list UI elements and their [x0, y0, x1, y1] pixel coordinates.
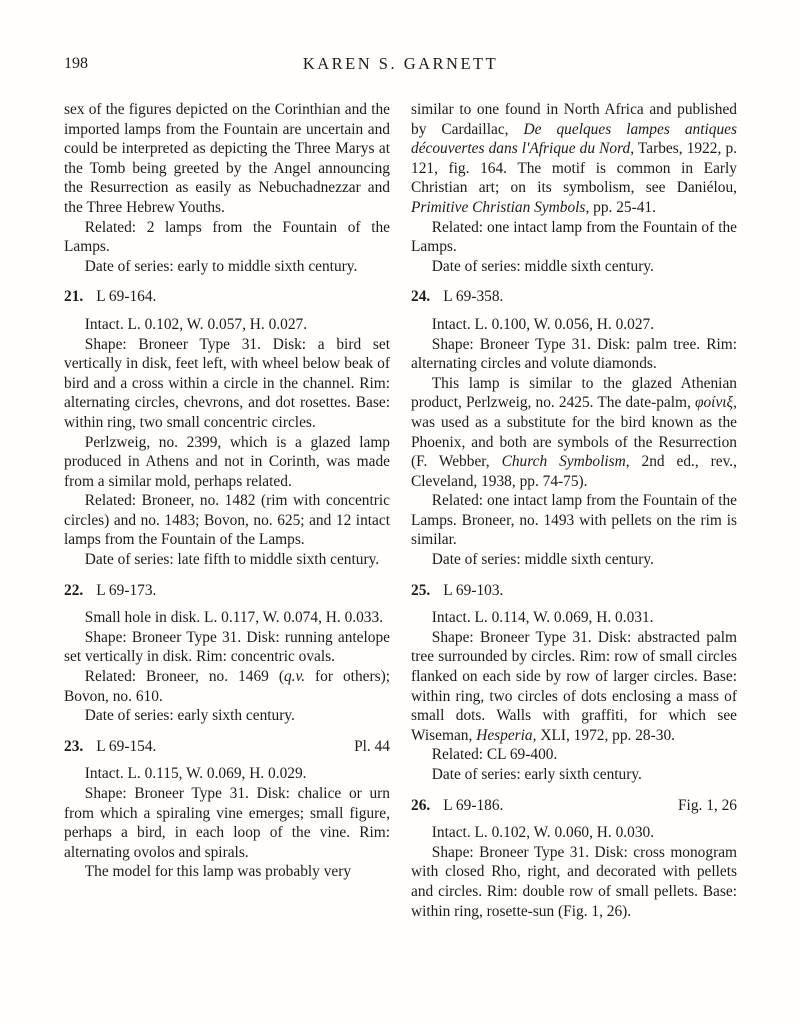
entry-number: 21.: [64, 288, 84, 306]
paragraph: [411, 608, 737, 628]
paragraph: [411, 100, 737, 218]
text: The model for this lamp was probably very: [84, 863, 352, 881]
paragraph: [411, 315, 737, 335]
paragraph: [64, 550, 390, 570]
text: Shape: Broneer Type 31. Disk: abstracted palm tree surrounded by circles. Rim: row of small circles flanked on each side by row of larger circles. Base: within ring, two circles of dots enclosing a mass of small dots. Walls with graffiti, for which see Wiseman,: [411, 628, 737, 744]
paragraph: [64, 100, 390, 218]
text: , Tarbes, 1922, p. 121, fig. 164. The motif is common in Early Christian art; on its symbolism, see Daniélou,: [411, 140, 737, 197]
entry-number: 25.: [411, 581, 431, 599]
page-body: [64, 100, 737, 921]
entry-plate-figure-ref: Fig. 1, 26: [677, 796, 737, 814]
entry-inventory-label: L 69-186.: [443, 796, 504, 814]
text: Date of series: middle sixth century.: [431, 257, 654, 275]
italic-text: q.v.: [283, 668, 306, 686]
right-column: [411, 100, 737, 921]
entry-number: 26.: [411, 796, 431, 814]
paragraph: [411, 843, 737, 921]
text: Date of series: late fifth to middle sixth century.: [84, 551, 380, 569]
paragraph: [411, 765, 737, 785]
text: , XLI, 1972, pp. 28-30.: [532, 726, 675, 744]
text: Small hole in disk. L. 0.117, W. 0.074, H. 0.033.: [84, 609, 384, 627]
entry-inventory-label: L 69-103.: [443, 581, 504, 599]
paragraph: [411, 257, 737, 277]
paragraph: [64, 608, 390, 628]
text: Related: 2 lamps from the Fountain of the Lamps.: [64, 218, 390, 256]
text: Date of series: middle sixth century.: [431, 551, 654, 569]
text: similar to one found in North Africa and published by Cardaillac,: [411, 101, 737, 138]
text: Shape: Broneer Type 31. Disk: running antelope set vertically in disk. Rim: concentric ovals.: [64, 628, 390, 666]
paragraph: [64, 491, 390, 550]
text: This lamp is similar to the glazed Athenian product, Perlzweig, no. 2425. The date-palm,: [411, 374, 737, 412]
paragraph: [411, 550, 737, 570]
text: Perlzweig, no. 2399, which is a glazed lamp produced in Athens and not in Corinth, was made from a similar mold, perhaps related.: [64, 433, 390, 490]
paragraph: [64, 257, 390, 277]
page-header: [64, 54, 737, 76]
text: Intact. L. 0.115, W. 0.069, H. 0.029.: [84, 765, 307, 783]
catalog-entry-heading: [64, 287, 390, 307]
entry-inventory-label: L 69-164.: [96, 288, 157, 306]
italic-text: φοίνιξ: [694, 394, 734, 412]
text: , pp. 25-41.: [585, 198, 656, 216]
entry-number: 23.: [64, 737, 84, 755]
text: Related: CL 69-400.: [431, 746, 558, 764]
paragraph: [64, 784, 390, 862]
paragraph: [64, 335, 390, 433]
text: for others); Bovon, no. 610.: [64, 668, 390, 705]
italic-text: Hesperia: [476, 726, 533, 744]
text: Shape: Broneer Type 31. Disk: palm tree. Rim: alternating circles and volute diamonds.: [411, 335, 737, 373]
text: Related: one intact lamp from the Fountain of the Lamps. Broneer, no. 1493 with pellets on the rim is similar.: [411, 492, 737, 549]
text: Shape: Broneer Type 31. Disk: a bird set vertically in disk, feet left, with wheel below beak of bird and a cross within a circle in the channel. Rim: alternating circles, chevrons, and dot rosettes. Base: within ring, two small concentric circles.: [64, 335, 390, 431]
text: sex of the figures depicted on the Corinthian and the imported lamps from the Fountain are uncertain and could be interpreted as depicting the Three Marys at the Tomb being greeted by the Angel announcing the Resurrection as easily as Nebuchadnezzar and the Three Hebrew Youths.: [64, 101, 390, 216]
text: Shape: Broneer Type 31. Disk: cross monogram with closed Rho, right, and decorated with pellets and circles. Rim: double row of small pellets. Base: within ring, rosette-sun (Fig. 1, 26).: [411, 843, 737, 920]
italic-text: De quelques lampes antiques découvertes dans l'Afrique du Nord: [411, 120, 737, 158]
paragraph: [64, 764, 390, 784]
italic-text: Church Symbolism: [501, 453, 626, 471]
entry-plate-figure-ref: Pl. 44: [354, 737, 390, 755]
text: Shape: Broneer Type 31. Disk: chalice or urn from which a spiraling vine emerges; small figure, perhaps a bird, in each loop of the vine. Rim: alternating ovolos and spirals.: [64, 785, 390, 861]
entry-inventory-label: L 69-154.: [96, 737, 157, 755]
text: , 2nd ed., rev., Cleveland, 1938, pp. 74-75).: [411, 453, 738, 490]
text: Date of series: early sixth century.: [84, 707, 295, 725]
paragraph: [411, 491, 737, 550]
entry-number: 22.: [64, 581, 84, 599]
text: Intact. L. 0.102, W. 0.060, H. 0.030.: [431, 824, 655, 842]
italic-text: Primitive Christian Symbols: [411, 198, 586, 216]
catalog-entry-heading: [64, 581, 390, 601]
text: Date of series: early to middle sixth century.: [84, 257, 358, 275]
paragraph: [411, 218, 737, 257]
paragraph: [411, 628, 737, 746]
catalog-entry-heading: [411, 287, 737, 307]
entry-number: 24.: [411, 288, 431, 306]
text: , was used as a substitute for the bird known as the Phoenix, and both are symbols of the Resurrection (F. Webber,: [411, 394, 737, 471]
left-column: [64, 100, 390, 921]
paragraph: [411, 335, 737, 374]
entry-inventory-label: L 69-173.: [96, 581, 157, 599]
paragraph: [411, 745, 737, 765]
paragraph: [64, 862, 390, 882]
text: Intact. L. 0.114, W. 0.069, H. 0.031.: [431, 609, 654, 627]
paragraph: [411, 823, 737, 843]
paragraph: [411, 374, 737, 492]
text: Related: Broneer, no. 1469 (: [84, 668, 284, 686]
text: Intact. L. 0.102, W. 0.057, H. 0.027.: [84, 315, 308, 333]
catalog-entry-heading: [64, 737, 390, 757]
text: Related: Broneer, no. 1482 (rim with concentric circles) and no. 1483; Bovon, no. 625; and 12 intact lamps from the Fountain of the Lamps.: [64, 492, 390, 549]
paragraph: [64, 433, 390, 492]
text: Related: one intact lamp from the Fountain of the Lamps.: [411, 218, 737, 256]
paragraph: [64, 315, 390, 335]
text: Date of series: early sixth century.: [431, 766, 642, 783]
paragraph: [64, 218, 390, 257]
paragraph: [64, 628, 390, 667]
entry-inventory-label: L 69-358.: [443, 288, 504, 306]
paragraph: [64, 667, 390, 706]
page-number: 198: [64, 55, 88, 72]
catalog-entry-heading: [411, 581, 737, 601]
paragraph: [64, 706, 390, 726]
text: Intact. L. 0.100, W. 0.056, H. 0.027.: [431, 315, 655, 333]
running-head: KAREN S. GARNETT: [302, 54, 499, 73]
catalog-entry-heading: [411, 796, 737, 816]
